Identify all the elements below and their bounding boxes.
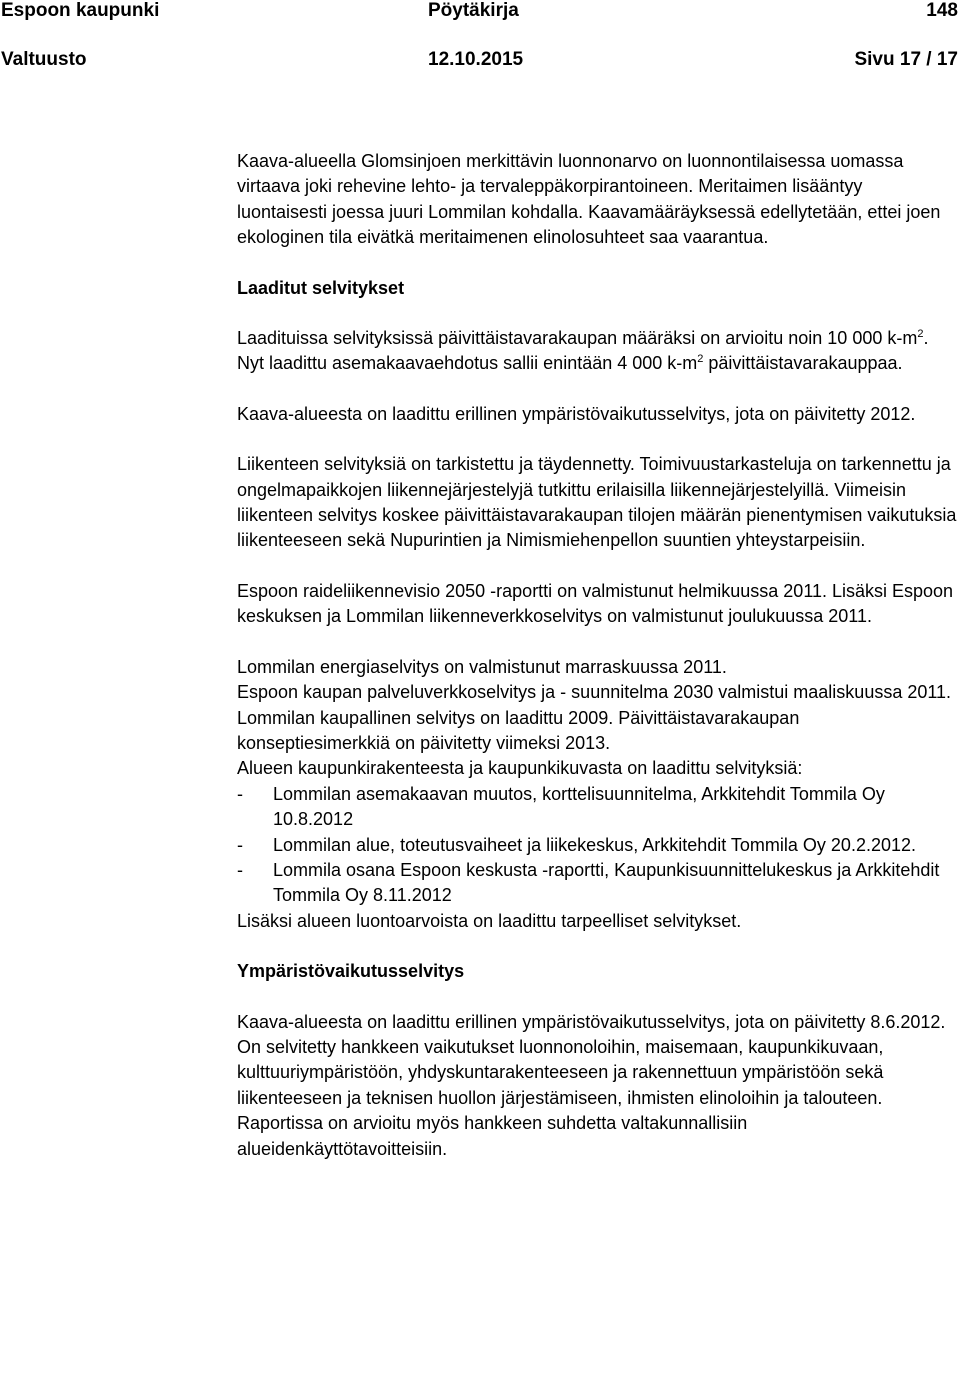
header-document-type: Pöytäkirja — [428, 0, 519, 21]
surveys-line-energy: Lommilan energiaselvitys on valmistunut marraskuussa 2011. — [237, 656, 727, 677]
surveys-paragraph-eia: Kaava-alueesta on laadittu erillinen ympäristövaikutusselvitys, jota on päivitetty 2012. — [237, 403, 916, 424]
list-dash: - — [237, 834, 243, 855]
surveys-line-urban-structure: Alueen kaupunkirakenteesta ja kaupunkikuvasta on laadittu selvityksiä: — [237, 758, 803, 779]
header-body-name: Valtuusto — [1, 49, 87, 70]
eia-paragraph: Kaava-alueesta on laadittu erillinen ympäristövaikutusselvitys, jota on päivitetty 8.6.2012. On selvitetty hankkeen vaikutukset luonnonoloihin, maisemaan, kaupunkikuvaan, kulttuuriympäristöön, yhdyskuntarakenteeseen ja rakennettuun ympäristöön sekä liikenteeseen ja teknisen huollon järjestämiseen, ihmisten elinoloihin ja talouteen. Raportissa on arvioitu myös hankkeen suhdetta valtakunnallisiin alueidenkäyttötavoitteisiin. — [237, 1011, 946, 1159]
list-item: - Lommila osana Espoon keskusta -raportti, Kaupunkisuunnittelukeskus ja Arkkitehdit Tommila Oy 8.11.2012 — [237, 859, 940, 906]
intro-paragraph: Kaava-alueella Glomsinjoen merkittävin luonnonarvo on luonnontilaisessa uomassa virtaava joki rehevine lehto- ja tervaleppäkorpirantoineen. Meritaimen lisääntyy luontaisesti joessa juuri Lommilan kohdalla. Kaavamääräyksessä edellytetään, ettei joen ekologinen tila eivätkä meritaimenen elinolosuhteet saa vaarantua. — [237, 151, 941, 248]
heading-ymparistovaikutusselvitys: Ympäristövaikutusselvitys — [237, 961, 465, 982]
urban-structure-reports-list — [237, 782, 957, 909]
page-header-row-1 — [0, 0, 960, 26]
surveys-paragraph-traffic: Liikenteen selvityksiä on tarkistettu ja täydennetty. Toimivuustarkasteluja on tarkennettu ja ongelmapaikkojen liikennejärjestelyjä tutkittu erilaisilla liikennejärjestelyillä. Viimeisin liikenteen selvitys koskee päivittäistavarakaupan tilojen määrän pienentymisen vaikutuksia liikenteeseen sekä Nupurintien ja Nimismiehenpellon suuntien yhteystarpeisiin. — [237, 454, 957, 551]
list-dash: - — [237, 783, 243, 804]
header-section-number: 148 — [926, 0, 958, 21]
surveys-paragraph-rail: Espoon raideliikennevisio 2050 -raportti on valmistunut helmikuussa 2011. Lisäksi Espoon keskuksen ja Lommilan liikenneverkkoselvitys on valmistunut joulukuussa 2011. — [237, 580, 954, 627]
list-dash: - — [237, 859, 243, 880]
header-date: 12.10.2015 — [428, 49, 524, 70]
list-item: - Lommilan alue, toteutusvaiheet ja liikekeskus, Arkkitehdit Tommila Oy 20.2.2012. — [237, 833, 957, 858]
surveys-paragraph-floor-area: Laadituissa selvityksissä päivittäistavarakaupan määräksi on arvioitu noin 10 000 $k-m^2$. Nyt laadittu asemakaavaehdotus sallii enintään 4 000 $k-m^2$ päivittäistavarakauppaa. — [237, 328, 929, 374]
page-header-row-2 — [0, 49, 960, 75]
surveys-line-nature: Lisäksi alueen luontoarvoista on laadittu tarpeelliset selvitykset. — [237, 910, 742, 931]
document-body — [237, 149, 957, 1162]
heading-laaditut-selvitykset: Laaditut selvitykset — [237, 277, 405, 298]
surveys-line-commercial: Lommilan kaupallinen selvitys on laadittu 2009. Päivittäistavarakaupan konseptiesimerkkiä on päivitetty viimeksi 2013. — [237, 707, 800, 753]
surveys-line-service-network: Espoon kaupan palveluverkkoselvitys ja - suunnitelma 2030 valmistui maaliskuussa 2011. — [237, 682, 952, 703]
header-page-number: Sivu 17 / 17 — [854, 49, 958, 70]
header-organization: Espoon kaupunki — [1, 0, 160, 21]
list-item: - Lommilan asemakaavan muutos, korttelisuunnitelma, Arkkitehdit Tommila Oy 10.8.2012 — [237, 783, 885, 830]
